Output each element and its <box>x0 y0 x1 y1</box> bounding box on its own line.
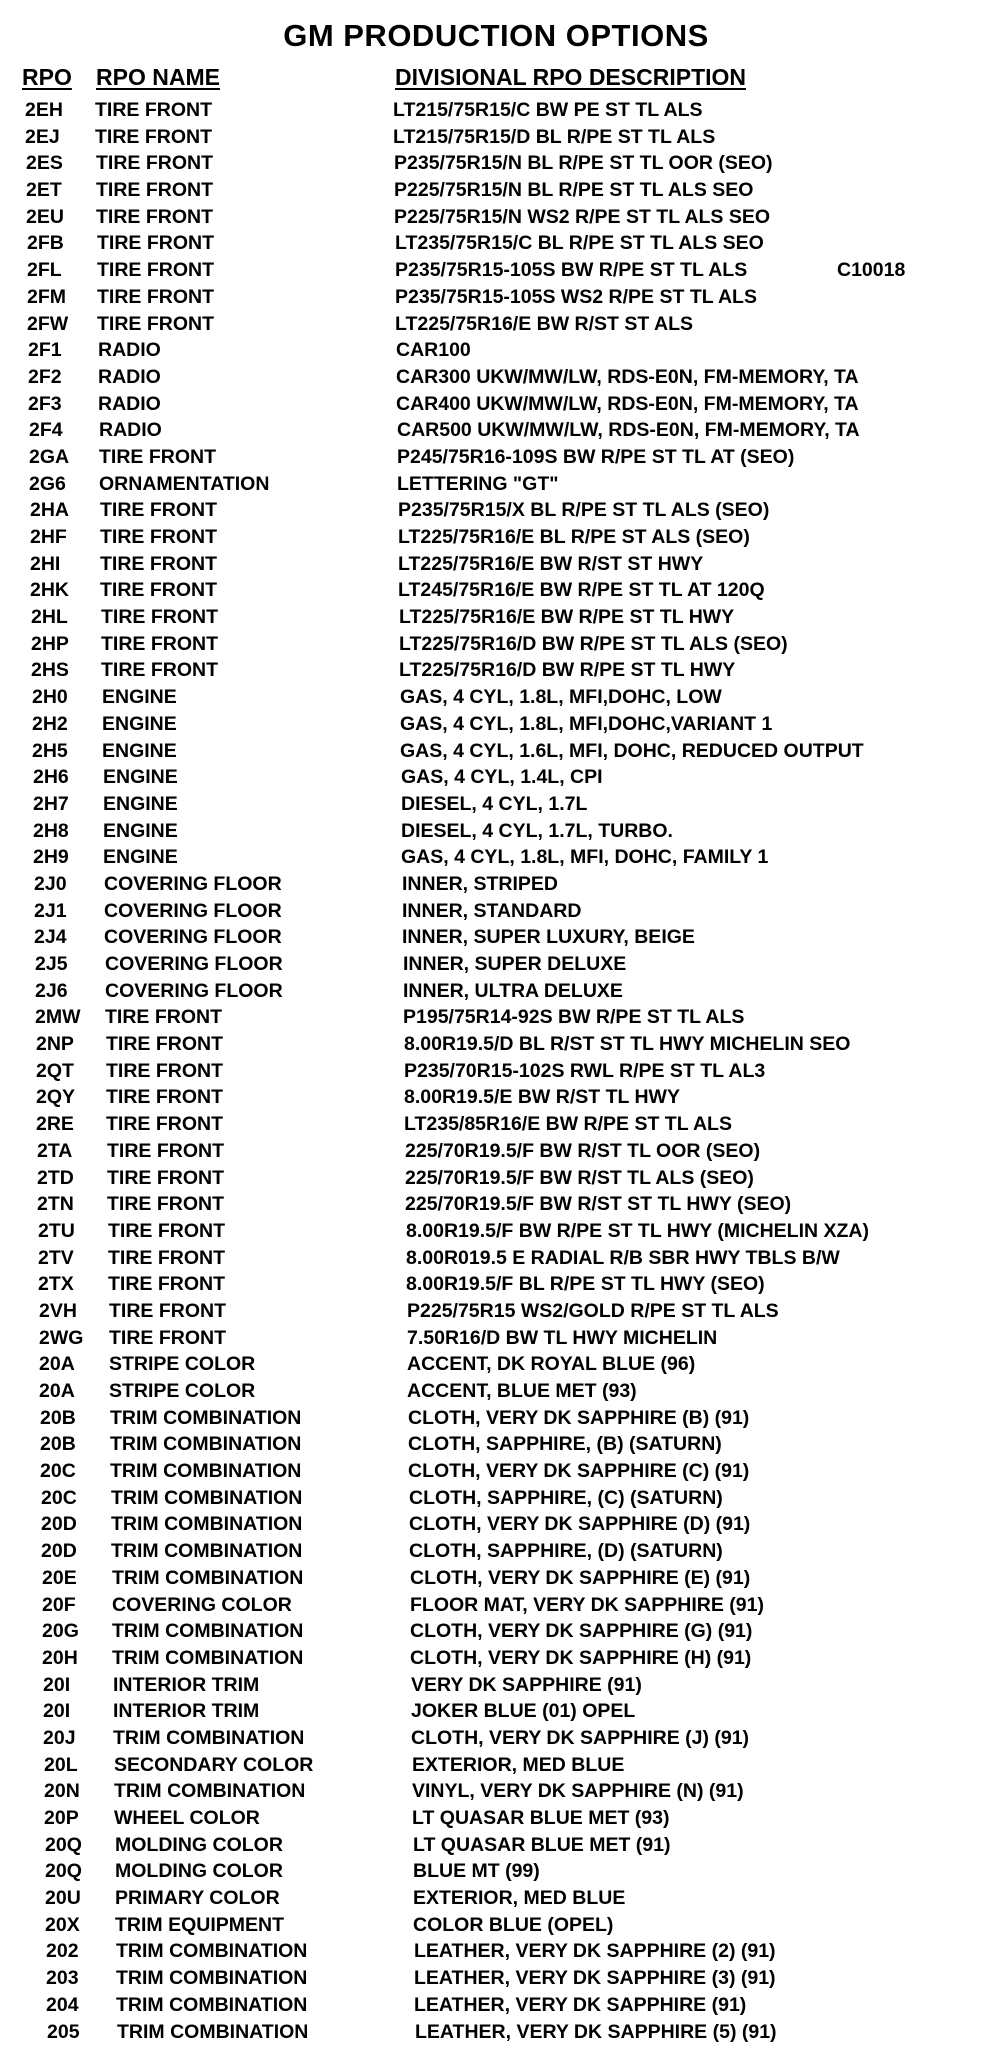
rpo-code: 202 <box>46 1940 79 1963</box>
rpo-name: TIRE FRONT <box>100 579 217 602</box>
rpo-name: TIRE FRONT <box>109 1299 226 1322</box>
rpo-description: P235/75R15-105S BW R/PE ST TL ALS <box>395 259 748 282</box>
rpo-name: TIRE FRONT <box>101 606 218 629</box>
rpo-name: COVERING COLOR <box>112 1593 292 1616</box>
rpo-code: 2FL <box>27 259 62 282</box>
rpo-code: 20L <box>44 1753 78 1776</box>
option-row <box>5 524 992 551</box>
option-row <box>19 1752 992 1779</box>
option-row <box>1 150 992 177</box>
option-row <box>7 711 992 738</box>
rpo-name: TIRE FRONT <box>99 445 216 468</box>
rpo-name: RADIO <box>98 392 161 415</box>
rpo-description: CAR100 <box>396 339 471 362</box>
rpo-code: 2HI <box>30 552 61 575</box>
option-row <box>22 2019 992 2046</box>
rpo-name: TRIM COMBINATION <box>111 1486 303 1509</box>
option-row <box>13 1271 992 1298</box>
rpo-name: TIRE FRONT <box>96 205 213 228</box>
rpo-code: 203 <box>46 1967 79 1990</box>
rpo-name: TIRE FRONT <box>105 1006 222 1029</box>
rpo-code: 2H7 <box>33 792 69 815</box>
rpo-description: DIESEL, 4 CYL, 1.7L <box>401 792 588 815</box>
rpo-code: 2F2 <box>28 365 62 388</box>
rpo-description: INNER, STRIPED <box>402 872 559 895</box>
rpo-description: CLOTH, SAPPHIRE, (D) (SATURN) <box>409 1540 723 1563</box>
rpo-description: LT235/85R16/E BW R/PE ST TL ALS <box>404 1113 732 1136</box>
option-row <box>8 818 992 845</box>
rpo-description: LT225/75R16/E BW R/ST ST ALS <box>395 312 693 335</box>
rpo-code: 2J6 <box>35 979 68 1002</box>
rpo-name: INTERIOR TRIM <box>113 1700 260 1723</box>
option-row <box>8 844 992 871</box>
rpo-description: LT QUASAR BLUE MET (93) <box>412 1807 670 1829</box>
rpo-description: P245/75R16-109S BW R/PE ST TL AT (SEO) <box>397 445 795 468</box>
rpo-name: TRIM COMBINATION <box>112 1566 304 1589</box>
rpo-code: 2EU <box>26 205 64 228</box>
rpo-code: 2QT <box>36 1059 74 1082</box>
rpo-name: TIRE FRONT <box>106 1059 223 1082</box>
rpo-name: TIRE FRONT <box>107 1139 224 1162</box>
option-row <box>15 1431 992 1458</box>
rpo-code: 2H5 <box>32 739 68 762</box>
rpo-code: 2H8 <box>33 819 69 842</box>
rpo-code: 2HK <box>30 579 70 602</box>
option-row <box>14 1378 992 1405</box>
option-row <box>15 1405 992 1432</box>
rpo-name: TIRE FRONT <box>95 125 212 148</box>
option-row <box>12 1138 992 1165</box>
rpo-description: VERY DK SAPPHIRE (91) <box>411 1673 642 1696</box>
rpo-description: LETTERING "GT" <box>397 472 559 495</box>
rpo-description: CLOTH, VERY DK SAPPHIRE (J) (91) <box>411 1726 750 1749</box>
rpo-code: 2TD <box>37 1166 74 1189</box>
rpo-name: TIRE FRONT <box>108 1246 225 1269</box>
option-row <box>1 177 992 204</box>
rpo-name: TRIM COMBINATION <box>110 1433 302 1456</box>
option-row <box>9 871 992 898</box>
rpo-description: P195/75R14-92S BW R/PE ST TL ALS <box>403 1006 745 1029</box>
rpo-code: 2RE <box>36 1113 74 1136</box>
rpo-name: TRIM COMBINATION <box>116 1940 308 1963</box>
rpo-description: 225/70R19.5/F BW R/ST TL OOR (SEO) <box>405 1139 761 1162</box>
rpo-name: TRIM COMBINATION <box>112 1620 304 1643</box>
option-row <box>12 1191 992 1218</box>
option-row <box>9 898 992 925</box>
option-row <box>9 924 992 951</box>
option-row <box>19 1778 992 1805</box>
rpo-description: 8.00R19.5/F BL R/PE ST TL HWY (SEO) <box>406 1273 765 1296</box>
rpo-description: CLOTH, SAPPHIRE, (B) (SATURN) <box>408 1433 722 1456</box>
column-header-description: DIVISIONAL RPO DESCRIPTION <box>395 64 747 90</box>
rpo-description: CAR500 UKW/MW/LW, RDS-E0N, FM-MEMORY, TA <box>397 419 860 442</box>
rpo-code: 20A <box>39 1353 75 1376</box>
rpo-code: 2J1 <box>34 899 67 922</box>
option-row <box>4 444 992 471</box>
rpo-code: 2J4 <box>34 926 67 949</box>
rpo-code: 20D <box>41 1513 77 1536</box>
rpo-code: 2TV <box>38 1246 74 1269</box>
option-row <box>15 1458 992 1485</box>
rpo-description: CLOTH, SAPPHIRE, (C) (SATURN) <box>409 1486 723 1509</box>
option-row <box>10 1004 992 1031</box>
rpo-description: LEATHER, VERY DK SAPPHIRE (2) (91) <box>414 1940 776 1963</box>
rpo-name: TIRE FRONT <box>108 1273 225 1296</box>
option-row <box>20 1832 992 1859</box>
rpo-description: GAS, 4 CYL, 1.8L, MFI,DOHC, LOW <box>400 686 722 709</box>
rpo-description: EXTERIOR, MED BLUE <box>413 1887 626 1910</box>
rpo-description: 225/70R19.5/F BW R/ST TL ALS (SEO) <box>405 1166 754 1189</box>
rpo-name: ENGINE <box>103 792 178 815</box>
rpo-code: 2GA <box>29 445 70 468</box>
rpo-code: 20B <box>40 1433 76 1456</box>
rpo-name: TIRE FRONT <box>101 659 218 682</box>
rpo-description: P235/75R15/X BL R/PE ST TL ALS (SEO) <box>398 499 770 522</box>
option-row <box>21 1992 992 2019</box>
rpo-code: 2J0 <box>34 872 67 895</box>
rpo-name: ENGINE <box>103 819 178 842</box>
rpo-description: JOKER BLUE (01) OPEL <box>411 1700 636 1723</box>
rpo-code: 20D <box>41 1540 77 1563</box>
option-row <box>18 1725 992 1752</box>
rpo-name: RADIO <box>98 365 161 388</box>
rpo-description: LT215/75R15/D BL R/PE ST TL ALS <box>393 125 716 148</box>
rpo-name: TIRE FRONT <box>101 632 218 655</box>
rpo-name: TIRE FRONT <box>100 499 217 522</box>
rpo-code: 2TA <box>37 1139 73 1162</box>
rpo-description: LT225/75R16/E BW R/PE ST TL HWY <box>399 606 735 629</box>
rpo-name: TRIM COMBINATION <box>113 1726 305 1749</box>
rpo-code: 2EJ <box>25 125 60 148</box>
rpo-description: 8.00R19.5/F BW R/PE ST TL HWY (MICHELIN XZA) <box>406 1219 870 1242</box>
option-row <box>2 257 992 284</box>
rpo-code: 20J <box>43 1726 76 1749</box>
rpo-name: ENGINE <box>102 712 177 735</box>
rpo-code: 2F3 <box>28 392 62 415</box>
rpo-code: 20X <box>45 1913 80 1936</box>
column-header-rpo-name: RPO NAME <box>96 64 220 90</box>
rpo-code: 2H9 <box>33 846 69 869</box>
rpo-name: TRIM COMBINATION <box>117 2020 309 2043</box>
rpo-description: P225/75R15/N WS2 R/PE ST TL ALS SEO <box>394 205 771 228</box>
rpo-code: 2ES <box>26 152 63 175</box>
option-row <box>16 1485 992 1512</box>
rpo-name: MOLDING COLOR <box>115 1860 283 1883</box>
option-row <box>20 1912 992 1939</box>
page-title: GM PRODUCTION OPTIONS <box>283 18 709 53</box>
rpo-description: CAR400 UKW/MW/LW, RDS-E0N, FM-MEMORY, TA <box>396 392 859 415</box>
rpo-code: 2FW <box>27 312 69 335</box>
rpo-name: ENGINE <box>102 739 177 762</box>
rpo-name: TIRE FRONT <box>106 1086 223 1109</box>
rpo-description: COLOR BLUE (OPEL) <box>413 1913 614 1936</box>
option-row <box>13 1218 992 1245</box>
option-row <box>2 311 992 338</box>
option-row <box>6 604 992 631</box>
rpo-description: LT225/75R16/D BW R/PE ST TL ALS (SEO) <box>399 632 788 655</box>
rpo-description: LT225/75R16/D BW R/PE ST TL HWY <box>399 659 736 682</box>
rpo-name: TIRE FRONT <box>97 232 214 255</box>
rpo-description: P235/70R15-102S RWL R/PE ST TL AL3 <box>404 1059 766 1082</box>
rpo-name: TRIM COMBINATION <box>116 1993 308 2016</box>
rpo-description: GAS, 4 CYL, 1.4L, CPI <box>401 766 603 789</box>
rpo-code: 2WG <box>39 1326 84 1349</box>
option-row <box>11 1031 992 1058</box>
rpo-description: CLOTH, VERY DK SAPPHIRE (C) (91) <box>408 1460 750 1483</box>
option-row <box>17 1565 992 1592</box>
rpo-name: TIRE FRONT <box>96 179 213 202</box>
options-list <box>0 97 992 2045</box>
rpo-description: 8.00R019.5 E RADIAL R/B SBR HWY TBLS B/W <box>406 1246 840 1269</box>
rpo-description: EXTERIOR, MED BLUE <box>412 1753 625 1776</box>
rpo-description: P225/75R15 WS2/GOLD R/PE ST TL ALS <box>407 1299 779 1322</box>
rpo-code: 2H2 <box>32 712 68 735</box>
rpo-name: TIRE FRONT <box>108 1219 225 1242</box>
option-row <box>10 951 992 978</box>
option-row <box>7 684 992 711</box>
option-row <box>5 497 992 524</box>
rpo-name: STRIPE COLOR <box>109 1380 256 1402</box>
rpo-description: CLOTH, VERY DK SAPPHIRE (H) (91) <box>410 1646 752 1669</box>
rpo-description: P235/75R15-105S WS2 R/PE ST TL ALS <box>395 285 757 308</box>
rpo-name: TRIM COMBINATION <box>111 1513 303 1536</box>
rpo-code: 2H6 <box>33 766 69 789</box>
rpo-code: 20P <box>44 1807 79 1829</box>
option-row <box>17 1618 992 1645</box>
rpo-name: SECONDARY COLOR <box>114 1753 314 1776</box>
rpo-description: CAR300 UKW/MW/LW, RDS-E0N, FM-MEMORY, TA <box>396 365 859 388</box>
option-row <box>11 1111 992 1138</box>
option-row <box>14 1351 992 1378</box>
rpo-description: LT225/75R16/E BL R/PE ST ALS (SEO) <box>398 526 750 548</box>
rpo-code: 20I <box>43 1700 71 1723</box>
rpo-name: TIRE FRONT <box>107 1193 224 1216</box>
option-row <box>4 471 992 498</box>
rpo-name: RADIO <box>99 419 162 442</box>
rpo-code: 2HP <box>31 632 69 655</box>
rpo-code: 2NP <box>36 1033 74 1056</box>
rpo-name: PRIMARY COLOR <box>115 1887 280 1910</box>
rpo-code: 20C <box>40 1460 76 1483</box>
option-row <box>0 124 992 151</box>
rpo-code: 2QY <box>36 1086 76 1109</box>
rpo-description: FLOOR MAT, VERY DK SAPPHIRE (91) <box>410 1593 764 1616</box>
rpo-description: ACCENT, BLUE MET (93) <box>407 1380 637 1402</box>
rpo-name: ENGINE <box>102 686 177 709</box>
rpo-name: TIRE FRONT <box>95 99 212 121</box>
option-row <box>19 1805 992 1832</box>
rpo-name: TIRE FRONT <box>100 526 217 548</box>
option-row <box>16 1538 992 1565</box>
rpo-description: DIESEL, 4 CYL, 1.7L, TURBO. <box>401 819 673 842</box>
rpo-code: 2HA <box>30 499 70 522</box>
option-row <box>21 1965 992 1992</box>
rpo-description: INNER, STANDARD <box>402 899 582 922</box>
rpo-name: TIRE FRONT <box>106 1113 223 1136</box>
rpo-code: 20B <box>40 1406 76 1429</box>
rpo-code: 2VH <box>39 1299 77 1322</box>
rpo-code: 2J5 <box>35 953 68 975</box>
rpo-code: 2TU <box>38 1219 75 1242</box>
rpo-name: TIRE FRONT <box>100 552 217 575</box>
rpo-name: RADIO <box>98 339 161 362</box>
rpo-name: INTERIOR TRIM <box>113 1673 260 1696</box>
rpo-code: 2ET <box>26 179 62 202</box>
rpo-description: LT245/75R16/E BW R/PE ST TL AT 120Q <box>398 579 765 602</box>
rpo-code: 20F <box>42 1593 76 1616</box>
rpo-code: 20H <box>42 1646 78 1669</box>
option-row <box>17 1645 992 1672</box>
rpo-code: 20Q <box>45 1833 82 1856</box>
rpo-name: TIRE FRONT <box>97 312 214 335</box>
rpo-code: 2FM <box>27 285 66 308</box>
rpo-code: 205 <box>47 2020 80 2043</box>
rpo-code: 20C <box>41 1486 77 1509</box>
rpo-name: TRIM COMBINATION <box>111 1540 303 1563</box>
rpo-name: TIRE FRONT <box>106 1033 223 1056</box>
rpo-name: TRIM COMBINATION <box>110 1406 302 1429</box>
option-row <box>8 764 992 791</box>
rpo-code: 2H0 <box>32 686 68 709</box>
rpo-code: 20Q <box>45 1860 82 1883</box>
rpo-name: ENGINE <box>103 766 178 789</box>
option-row <box>5 577 992 604</box>
rpo-code: 20I <box>43 1673 71 1696</box>
rpo-name: ORNAMENTATION <box>99 472 270 495</box>
option-row <box>10 978 992 1005</box>
rpo-code: 2G6 <box>29 472 66 495</box>
rpo-description: P225/75R15/N BL R/PE ST TL ALS SEO <box>394 179 754 202</box>
rpo-code: 20A <box>39 1380 75 1402</box>
rpo-code: 20G <box>42 1620 79 1643</box>
rpo-description: LEATHER, VERY DK SAPPHIRE (5) (91) <box>415 2020 777 2043</box>
rpo-name: TIRE FRONT <box>107 1166 224 1189</box>
option-row <box>20 1858 992 1885</box>
rpo-description: GAS, 4 CYL, 1.8L, MFI, DOHC, FAMILY 1 <box>401 846 769 869</box>
rpo-code: 2F1 <box>28 339 62 362</box>
rpo-code: 2FB <box>27 232 64 255</box>
option-row <box>8 791 992 818</box>
rpo-description: BLUE MT (99) <box>413 1860 540 1883</box>
rpo-description: INNER, SUPER LUXURY, BEIGE <box>402 926 695 949</box>
option-row <box>18 1672 992 1699</box>
rpo-code: 20U <box>45 1887 81 1910</box>
rpo-description: LT225/75R16/E BW R/ST ST HWY <box>398 552 704 575</box>
option-row <box>13 1245 992 1272</box>
rpo-description: CLOTH, VERY DK SAPPHIRE (B) (91) <box>408 1406 750 1429</box>
option-row <box>6 631 992 658</box>
rpo-name: TRIM COMBINATION <box>112 1646 304 1669</box>
rpo-description: CLOTH, VERY DK SAPPHIRE (D) (91) <box>409 1513 751 1536</box>
rpo-code: 20N <box>44 1780 80 1803</box>
rpo-name: TIRE FRONT <box>97 259 214 282</box>
rpo-code: 2HS <box>31 659 69 682</box>
rpo-note: C10018 <box>837 259 906 282</box>
option-row <box>1 204 992 231</box>
option-row <box>0 97 992 124</box>
rpo-code: 2HF <box>30 526 67 548</box>
option-row <box>2 230 992 257</box>
option-row <box>7 738 992 765</box>
option-row <box>17 1592 992 1619</box>
rpo-name: TRIM COMBINATION <box>116 1967 308 1990</box>
rpo-name: WHEEL COLOR <box>114 1807 260 1829</box>
rpo-description: LT QUASAR BLUE MET (91) <box>413 1833 671 1856</box>
rpo-description: 8.00R19.5/E BW R/ST TL HWY <box>404 1086 680 1109</box>
rpo-name: TRIM EQUIPMENT <box>115 1913 284 1936</box>
rpo-description: P235/75R15/N BL R/PE ST TL OOR (SEO) <box>394 152 773 175</box>
rpo-description: LT235/75R15/C BL R/PE ST TL ALS SEO <box>395 232 764 255</box>
rpo-description: INNER, ULTRA DELUXE <box>403 979 623 1002</box>
rpo-code: 2EH <box>25 99 63 121</box>
rpo-code: 204 <box>46 1993 79 2016</box>
rpo-name: TIRE FRONT <box>96 152 213 175</box>
option-row <box>11 1058 992 1085</box>
option-row <box>16 1511 992 1538</box>
rpo-name: COVERING FLOOR <box>105 979 283 1002</box>
rpo-description: GAS, 4 CYL, 1.6L, MFI, DOHC, REDUCED OUTPUT <box>400 739 864 762</box>
rpo-description: 225/70R19.5/F BW R/ST ST TL HWY (SEO) <box>405 1193 792 1216</box>
option-row <box>3 337 992 364</box>
column-header-rpo: RPO <box>22 64 72 90</box>
rpo-description: 7.50R16/D BW TL HWY MICHELIN <box>407 1326 718 1349</box>
rpo-description: VINYL, VERY DK SAPPHIRE (N) (91) <box>412 1780 744 1803</box>
option-row <box>6 657 992 684</box>
rpo-description: INNER, SUPER DELUXE <box>403 953 627 975</box>
rpo-name: STRIPE COLOR <box>109 1353 256 1376</box>
option-row <box>14 1325 992 1352</box>
rpo-code: 2MW <box>35 1006 81 1029</box>
rpo-name: COVERING FLOOR <box>104 899 282 922</box>
option-row <box>4 417 992 444</box>
rpo-description: 8.00R19.5/D BL R/ST ST TL HWY MICHELIN SEO <box>404 1033 851 1056</box>
rpo-name: TRIM COMBINATION <box>114 1780 306 1803</box>
rpo-description: GAS, 4 CYL, 1.8L, MFI,DOHC,VARIANT 1 <box>400 712 773 735</box>
rpo-code: 20E <box>42 1566 77 1589</box>
rpo-name: ENGINE <box>103 846 178 869</box>
option-row <box>11 1084 992 1111</box>
rpo-name: MOLDING COLOR <box>115 1833 283 1856</box>
rpo-name: COVERING FLOOR <box>105 953 283 975</box>
rpo-description: CLOTH, VERY DK SAPPHIRE (G) (91) <box>410 1620 753 1643</box>
option-row <box>20 1885 992 1912</box>
option-row <box>3 391 992 418</box>
option-row <box>14 1298 992 1325</box>
rpo-description: ACCENT, DK ROYAL BLUE (96) <box>407 1353 696 1376</box>
option-row <box>12 1165 992 1192</box>
rpo-code: 2TN <box>37 1193 74 1216</box>
rpo-name: TRIM COMBINATION <box>110 1460 302 1483</box>
rpo-name: COVERING FLOOR <box>104 872 282 895</box>
rpo-name: TIRE FRONT <box>97 285 214 308</box>
rpo-code: 2TX <box>38 1273 74 1296</box>
rpo-code: 2HL <box>31 606 68 629</box>
rpo-description: CLOTH, VERY DK SAPPHIRE (E) (91) <box>410 1566 751 1589</box>
rpo-name: TIRE FRONT <box>109 1326 226 1349</box>
rpo-description: LEATHER, VERY DK SAPPHIRE (91) <box>414 1993 747 2016</box>
option-row <box>5 551 992 578</box>
rpo-code: 2F4 <box>29 419 63 442</box>
rpo-description: LT215/75R15/C BW PE ST TL ALS <box>393 99 703 121</box>
rpo-description: LEATHER, VERY DK SAPPHIRE (3) (91) <box>414 1967 776 1990</box>
rpo-name: COVERING FLOOR <box>104 926 282 949</box>
option-row <box>18 1698 992 1725</box>
option-row <box>2 284 992 311</box>
option-row <box>21 1938 992 1965</box>
option-row <box>3 364 992 391</box>
